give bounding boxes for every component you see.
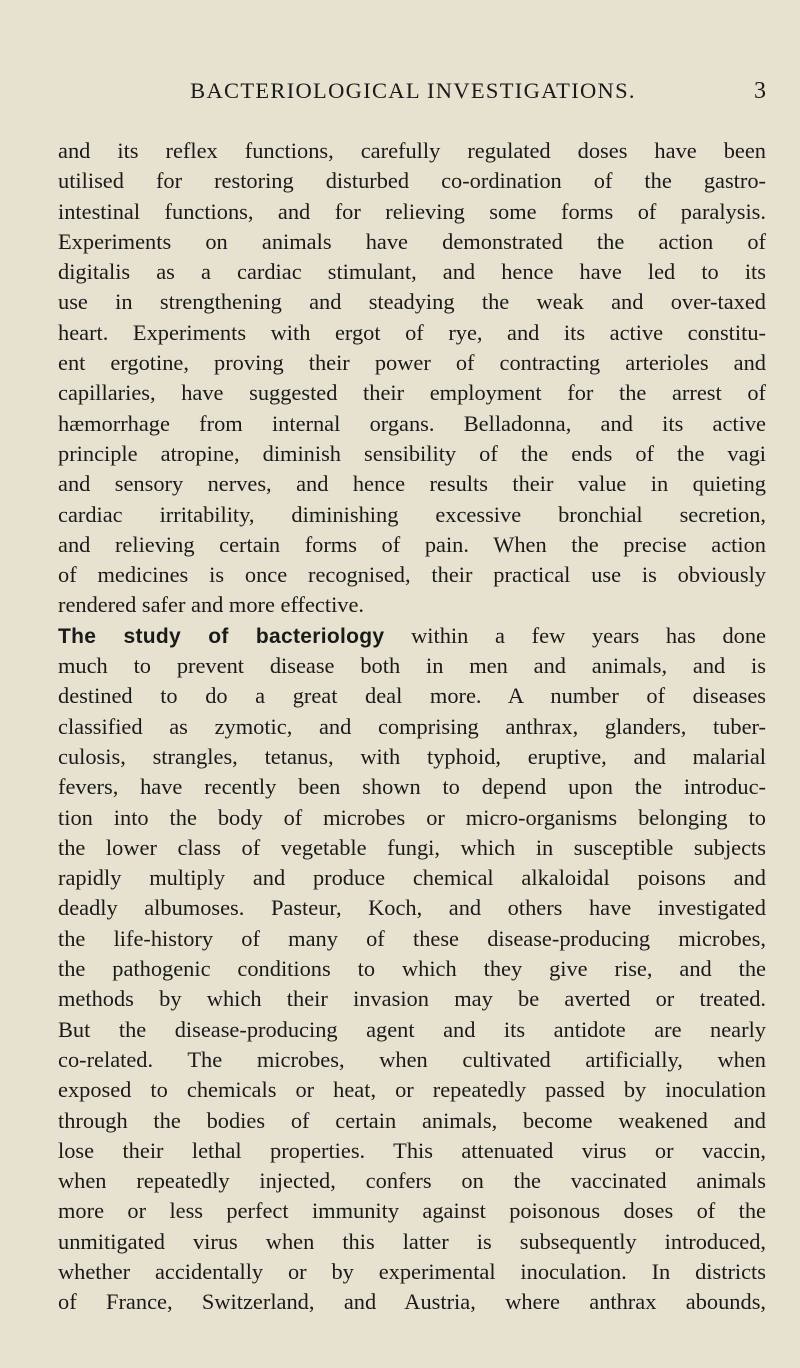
text-line: the pathogenic conditions to which they give rise, and the bbox=[58, 956, 766, 982]
text-line: heart. Experiments with ergot of rye, and its active constitu- bbox=[58, 319, 766, 345]
text-line: co-related. The microbes, when cultivated artificially, when bbox=[58, 1046, 766, 1072]
text-line: rendered safer and more effective. bbox=[58, 592, 365, 618]
text-line: the lower class of vegetable fungi, which in susceptible subjects bbox=[58, 834, 766, 860]
text-line: culosis, strangles, tetanus, with typhoid, eruptive, and malarial bbox=[58, 743, 766, 769]
body-text bbox=[58, 136, 766, 1318]
text-line: of medicines is once recognised, their practical use is obviously bbox=[58, 562, 766, 588]
text-line: hæmorrhage from internal organs. Belladonna, and its active bbox=[58, 410, 766, 436]
text-line: unmitigated virus when this latter is subsequently introduced, bbox=[58, 1228, 766, 1254]
running-title: BACTERIOLOGICAL INVESTIGATIONS. bbox=[190, 78, 636, 103]
paragraph-opening-line bbox=[58, 621, 766, 651]
text-line: Experiments on animals have demonstrated the action of bbox=[58, 228, 766, 254]
text-line: rapidly multiply and produce chemical alkaloidal poisons and bbox=[58, 865, 766, 891]
text-line: classified as zymotic, and comprising anthrax, glanders, tuber- bbox=[58, 713, 766, 739]
section-lead-in: The study of bacteriology bbox=[58, 624, 385, 648]
text-line: ent ergotine, proving their power of contracting arterioles and bbox=[58, 350, 766, 376]
text-line: tion into the body of microbes or micro-organisms belonging to bbox=[58, 804, 766, 830]
text-line: when repeatedly injected, confers on the vaccinated animals bbox=[58, 1168, 766, 1194]
text-line: and relieving certain forms of pain. When the precise action bbox=[58, 531, 766, 557]
opening-line-rest: within a few years has done bbox=[384, 622, 766, 648]
text-line: of France, Switzerland, and Austria, where anthrax abounds, bbox=[58, 1289, 766, 1315]
text-line: intestinal functions, and for relieving some forms of paralysis. bbox=[58, 198, 766, 224]
page-header bbox=[60, 78, 766, 112]
text-line: more or less perfect immunity against poisonous doses of the bbox=[58, 1198, 766, 1224]
text-line: utilised for restoring disturbed co-ordination of the gastro- bbox=[58, 168, 766, 194]
text-line: much to prevent disease both in men and animals, and is bbox=[58, 653, 766, 679]
text-line: cardiac irritability, diminishing excessive bronchial secretion, bbox=[58, 501, 766, 527]
text-line: exposed to chemicals or heat, or repeatedly passed by inoculation bbox=[58, 1077, 766, 1103]
text-line: the life-history of many of these disease-producing microbes, bbox=[58, 925, 766, 951]
text-line: fevers, have recently been shown to depend upon the introduc- bbox=[58, 774, 766, 800]
text-line: whether accidentally or by experimental inoculation. In districts bbox=[58, 1258, 766, 1284]
text-line: and its reflex functions, carefully regulated doses have been bbox=[58, 138, 766, 163]
text-line: lose their lethal properties. This attenuated virus or vaccin, bbox=[58, 1137, 766, 1163]
text-line: and sensory nerves, and hence results their value in quieting bbox=[58, 471, 766, 497]
text-line: destined to do a great deal more. A number of diseases bbox=[58, 683, 766, 709]
page-number: 3 bbox=[754, 78, 766, 104]
text-line: capillaries, have suggested their employment for the arrest of bbox=[58, 380, 766, 406]
text-line: use in strengthening and steadying the weak and over-taxed bbox=[58, 289, 766, 315]
text-line: methods by which their invasion may be averted or treated. bbox=[58, 986, 766, 1012]
text-line: through the bodies of certain animals, become weakened and bbox=[58, 1107, 766, 1133]
text-line: But the disease-producing agent and its antidote are nearly bbox=[58, 1016, 766, 1042]
text-line: digitalis as a cardiac stimulant, and hence have led to its bbox=[58, 259, 766, 285]
text-line: principle atropine, diminish sensibility of the ends of the vagi bbox=[58, 440, 766, 466]
text-line: deadly albumoses. Pasteur, Koch, and others have investigated bbox=[58, 895, 766, 921]
